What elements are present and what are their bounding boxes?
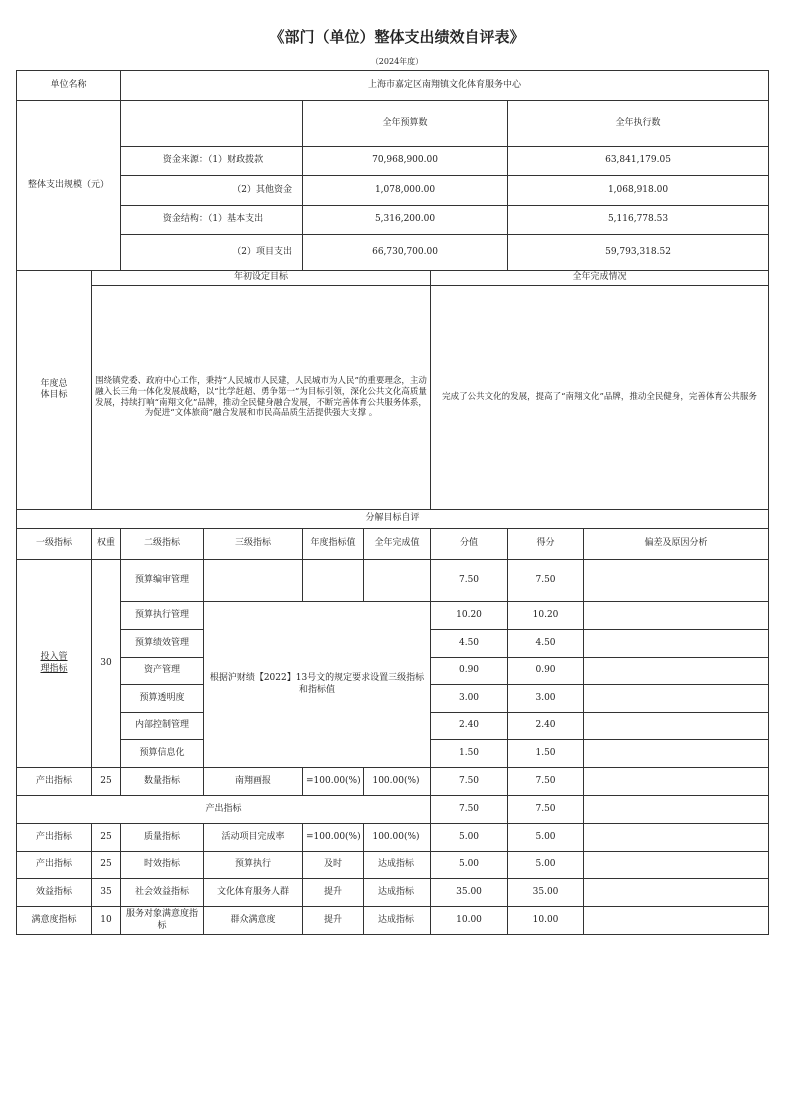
unit-row	[17, 71, 769, 101]
input-score: 3.00	[431, 685, 508, 713]
input-analysis	[584, 602, 769, 630]
input-level2: 预算信息化	[121, 740, 204, 768]
indicator-weight: 25	[92, 768, 121, 796]
indicator-score: 5.00	[431, 852, 508, 879]
scale-row-executed: 63,841,179.05	[508, 147, 769, 176]
scale-header-blank	[121, 101, 303, 147]
input-got: 2.40	[508, 713, 584, 740]
input-got: 4.50	[508, 630, 584, 658]
indicator-score: 5.00	[431, 824, 508, 852]
scale-label: 整体支出规模（元）	[17, 101, 121, 271]
report-title: 《部门（单位）整体支出绩效自评表》	[269, 28, 525, 46]
evaluation-table	[16, 70, 769, 935]
indicator-actual: 达成指标	[364, 852, 431, 879]
indicator-analysis	[584, 824, 769, 852]
goals-completion-text: 完成了公共文化的发展，提高了“南翔文化”品牌，推动全民健身，完善体育公共服务	[431, 286, 769, 510]
indicator-level2: 数量指标	[121, 768, 204, 796]
scale-row-budget: 1,078,000.00	[303, 176, 508, 206]
input-level2: 预算透明度	[121, 685, 204, 713]
goals-header-initial: 年初设定目标	[92, 271, 431, 286]
input-row	[17, 602, 769, 630]
goals-content-row	[17, 286, 769, 510]
input-level2: 预算绩效管理	[121, 630, 204, 658]
header-analysis: 偏差及原因分析	[584, 529, 769, 560]
input-level2: 资产管理	[121, 658, 204, 685]
scale-row-executed: 1,068,918.00	[508, 176, 769, 206]
indicator-level1: 产出指标	[17, 852, 92, 879]
scale-row-budget: 66,730,700.00	[303, 235, 508, 271]
indicator-analysis	[584, 879, 769, 907]
scale-row-executed: 5,116,778.53	[508, 206, 769, 235]
indicator-row	[17, 852, 769, 879]
scale-row-label: 资金结构：（1）基本支出	[121, 206, 303, 235]
input-score: 10.20	[431, 602, 508, 630]
header-target: 年度指标值	[303, 529, 364, 560]
breakdown-title: 分解目标自评	[17, 510, 769, 529]
indicator-row	[17, 824, 769, 852]
scale-row-budget: 5,316,200.00	[303, 206, 508, 235]
input-analysis	[584, 630, 769, 658]
indicator-level3: 群众满意度	[204, 907, 303, 935]
indicator-actual: 100.00(%)	[364, 768, 431, 796]
breakdown-title-row	[17, 510, 769, 529]
input-got: 3.00	[508, 685, 584, 713]
input-score: 0.90	[431, 658, 508, 685]
input-level2: 预算编审管理	[121, 560, 204, 602]
indicator-row	[17, 907, 769, 935]
indicator-target: =100.00(%)	[303, 824, 364, 852]
indicator-actual: 达成指标	[364, 879, 431, 907]
goals-initial-text: 围绕镇党委、政府中心工作，秉持“人民城市人民建，人民城市为人民”的重要理念，主动融入长三角一体化发展战略，以“比学赶超、勇争第一”为目标引领，深化公共文化高质量发展，持续打响“南翔文化”品牌，推动全民健身融合发展，不断完善体育公共服务体系，为促进“文体旅商”融合发展和市民高品质生活提供强大支撑 。	[92, 286, 431, 510]
indicator-actual: 达成指标	[364, 907, 431, 935]
header-actual: 全年完成值	[364, 529, 431, 560]
indicator-analysis	[584, 768, 769, 796]
input-actual-blank	[364, 560, 431, 602]
input-analysis	[584, 740, 769, 768]
indicator-score: 35.00	[431, 879, 508, 907]
input-analysis	[584, 685, 769, 713]
indicator-weight: 10	[92, 907, 121, 935]
indicator-target: 提升	[303, 879, 364, 907]
indicator-analysis	[584, 907, 769, 935]
goals-header-completion: 全年完成情况	[431, 271, 769, 286]
input-analysis	[584, 658, 769, 685]
indicator-level2: 服务对象满意度指标	[121, 907, 204, 935]
scale-header-executed: 全年执行数	[508, 101, 769, 147]
indicator-weight: 35	[92, 879, 121, 907]
input-got: 7.50	[508, 560, 584, 602]
scale-row-budget: 70,968,900.00	[303, 147, 508, 176]
indicator-target: 及时	[303, 852, 364, 879]
indicator-row	[17, 879, 769, 907]
goals-label: 年度总 体目标	[17, 271, 92, 510]
header-level2: 二级指标	[121, 529, 204, 560]
input-weight: 30	[92, 560, 121, 768]
indicator-actual: 100.00(%)	[364, 824, 431, 852]
input-row	[17, 560, 769, 602]
input-analysis	[584, 713, 769, 740]
scale-row	[17, 206, 769, 235]
indicator-level1: 产出指标	[17, 824, 92, 852]
input-level2: 预算执行管理	[121, 602, 204, 630]
subtotal-analysis	[584, 796, 769, 824]
input-score: 1.50	[431, 740, 508, 768]
indicator-level1: 满意度指标	[17, 907, 92, 935]
indicator-level3: 文化体育服务人群	[204, 879, 303, 907]
breakdown-header-row	[17, 529, 769, 560]
indicator-got: 35.00	[508, 879, 584, 907]
output-subtotal-row	[17, 796, 769, 824]
indicator-got: 10.00	[508, 907, 584, 935]
input-got: 0.90	[508, 658, 584, 685]
indicator-score: 10.00	[431, 907, 508, 935]
input-got: 1.50	[508, 740, 584, 768]
input-target-blank	[303, 560, 364, 602]
indicator-level3: 活动项目完成率	[204, 824, 303, 852]
input-level1: 投入管 理指标	[17, 560, 92, 768]
subtotal-got: 7.50	[508, 796, 584, 824]
scale-row-executed: 59,793,318.52	[508, 235, 769, 271]
indicator-weight: 25	[92, 852, 121, 879]
input-got: 10.20	[508, 602, 584, 630]
input-score: 4.50	[431, 630, 508, 658]
indicator-level2: 质量指标	[121, 824, 204, 852]
report-year: （2024年度）	[370, 57, 424, 66]
input-level2: 内部控制管理	[121, 713, 204, 740]
scale-row-label: （2）其他资金	[121, 176, 303, 206]
indicator-got: 7.50	[508, 768, 584, 796]
indicator-weight: 25	[92, 824, 121, 852]
subtotal-score: 7.50	[431, 796, 508, 824]
header-level3: 三级指标	[204, 529, 303, 560]
indicator-row	[17, 768, 769, 796]
unit-value: 上海市嘉定区南翔镇文化体育服务中心	[121, 71, 769, 101]
indicator-target: 提升	[303, 907, 364, 935]
header-weight: 权重	[92, 529, 121, 560]
input-score: 2.40	[431, 713, 508, 740]
indicator-analysis	[584, 852, 769, 879]
indicator-level2: 社会效益指标	[121, 879, 204, 907]
indicator-target: =100.00(%)	[303, 768, 364, 796]
scale-header-row	[17, 101, 769, 147]
scale-row	[17, 147, 769, 176]
scale-row	[17, 176, 769, 206]
header-score: 分值	[431, 529, 508, 560]
input-analysis	[584, 560, 769, 602]
scale-row-label: 资金来源：（1）财政拨款	[121, 147, 303, 176]
subtotal-label: 产出指标	[17, 796, 431, 824]
input-score: 7.50	[431, 560, 508, 602]
unit-label: 单位名称	[17, 71, 121, 101]
indicator-level3: 南翔画报	[204, 768, 303, 796]
scale-header-budget: 全年预算数	[303, 101, 508, 147]
header-level1: 一级指标	[17, 529, 92, 560]
goals-header-row	[17, 271, 769, 286]
indicator-level3: 预算执行	[204, 852, 303, 879]
indicator-level2: 时效指标	[121, 852, 204, 879]
scale-row	[17, 235, 769, 271]
indicator-score: 7.50	[431, 768, 508, 796]
scale-row-label: （2）项目支出	[121, 235, 303, 271]
indicator-got: 5.00	[508, 852, 584, 879]
header-got: 得分	[508, 529, 584, 560]
input-level3-note: 根据沪财绩【2022】13号文的规定要求设置三级指标和指标值	[204, 602, 431, 768]
input-level3-blank	[204, 560, 303, 602]
indicator-level1: 产出指标	[17, 768, 92, 796]
indicator-got: 5.00	[508, 824, 584, 852]
indicator-level1: 效益指标	[17, 879, 92, 907]
